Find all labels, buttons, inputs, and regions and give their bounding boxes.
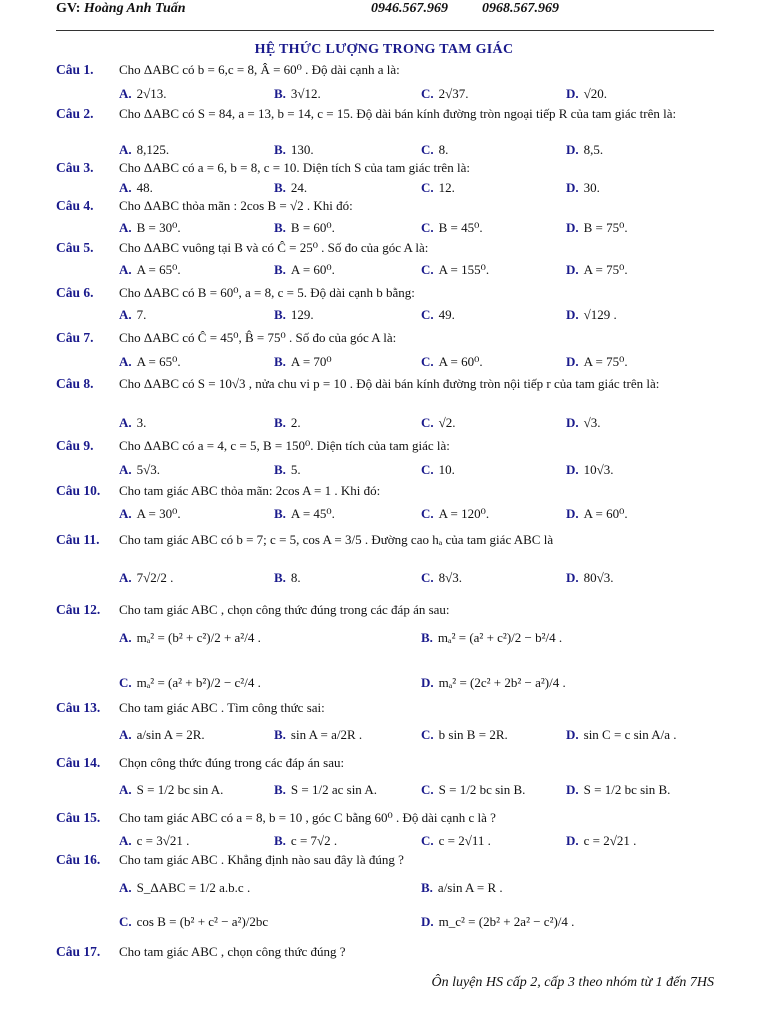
option-letter: B. — [274, 415, 286, 430]
option-text: √3. — [583, 415, 601, 430]
answer-option-c[interactable] — [421, 142, 448, 158]
option-letter: D. — [566, 462, 579, 477]
answer-option-b[interactable] — [274, 462, 301, 478]
option-text: c = 7√2 . — [290, 833, 338, 848]
option-text: mₐ² = (a² + c²)/2 − b²/4 . — [437, 630, 563, 645]
option-text: A = 155⁰. — [438, 262, 490, 277]
option-letter: A. — [119, 782, 132, 797]
option-letter: C. — [421, 142, 434, 157]
option-letter: B. — [274, 570, 286, 585]
question-text: Cho tam giác ABC . Tìm công thức sai: — [119, 700, 325, 715]
option-text: 2√13. — [136, 86, 167, 101]
option-text: B = 30⁰. — [136, 220, 181, 235]
option-letter: B. — [274, 86, 286, 101]
option-letter: B. — [274, 180, 286, 195]
option-text: 129. — [290, 307, 314, 322]
phone-number-2: 0968.567.969 — [482, 1, 559, 16]
answer-option-d[interactable] — [566, 415, 601, 431]
answer-option-c[interactable] — [421, 833, 491, 849]
option-letter: A. — [119, 262, 132, 277]
answer-option-d[interactable] — [421, 914, 574, 930]
answer-option-d[interactable] — [566, 86, 607, 102]
question-label: Câu 4. — [56, 198, 94, 213]
option-text: 7√2/2 . — [136, 570, 174, 585]
option-text: 10√3. — [583, 462, 614, 477]
option-letter: C. — [119, 675, 132, 690]
answer-option-c[interactable] — [421, 415, 456, 431]
option-text: cos B = (b² + c² − a²)/2bc — [136, 914, 269, 929]
option-text: S = 1/2 ac sin A. — [290, 782, 377, 797]
option-letter: C. — [421, 262, 434, 277]
option-letter: D. — [566, 180, 579, 195]
answer-option-c[interactable] — [421, 570, 462, 586]
option-letter: A. — [119, 880, 132, 895]
answer-option-b[interactable] — [274, 180, 307, 196]
option-letter: C. — [421, 307, 434, 322]
option-text: 8,125. — [136, 142, 170, 157]
question-text: Cho ΔABC vuông tại B và có Ĉ = 25⁰ . Số đo của góc A là: — [119, 240, 429, 255]
option-text: √20. — [583, 86, 608, 101]
answer-option-b[interactable] — [274, 354, 332, 370]
option-text: 3. — [136, 415, 147, 430]
option-letter: B. — [274, 462, 286, 477]
answer-option-c[interactable] — [421, 180, 455, 196]
answer-option-c[interactable] — [421, 727, 508, 743]
question-text: Cho tam giác ABC . Khẳng định nào sau đây là đúng ? — [119, 852, 404, 867]
option-text: S_ΔABC = 1/2 a.b.c . — [136, 880, 251, 895]
answer-option-c[interactable] — [421, 307, 455, 323]
question-text: Cho tam giác ABC có a = 8, b = 10 , góc C bằng 60⁰ . Độ dài cạnh c là ? — [119, 810, 496, 825]
option-letter: B. — [421, 630, 433, 645]
option-text: mₐ² = (2c² + 2b² − a²)/4 . — [438, 675, 566, 690]
option-text: c = 2√21 . — [583, 833, 637, 848]
option-letter: B. — [421, 880, 433, 895]
option-letter: C. — [421, 727, 434, 742]
answer-option-a[interactable] — [119, 220, 181, 236]
option-letter: C. — [421, 415, 434, 430]
option-text: √129 . — [583, 307, 617, 322]
answer-option-a[interactable] — [119, 86, 167, 102]
question-text: Cho ΔABC có a = 6, b = 8, c = 10. Diện tích S của tam giác trên là: — [119, 160, 470, 175]
option-text: A = 75⁰. — [583, 262, 628, 277]
answer-option-a[interactable] — [119, 462, 160, 478]
question-text: Cho ΔABC có S = 84, a = 13, b = 14, c = 15. Độ dài bán kính đường tròn ngoại tiếp R của tam giác trên là: — [119, 106, 677, 121]
question-text: Cho ΔABC có Ĉ = 45⁰, B̂ = 75⁰ . Số đo của góc A là: — [119, 330, 397, 345]
option-letter: A. — [119, 307, 132, 322]
option-letter: A. — [119, 727, 132, 742]
question-text: Cho ΔABC có B = 60⁰, a = 8, c = 5. Độ dài cạnh b bằng: — [119, 285, 415, 300]
option-letter: B. — [274, 782, 286, 797]
question-text: Cho ΔABC có b = 6,c = 8, Â = 60⁰ . Độ dài cạnh a là: — [119, 62, 400, 77]
option-letter: D. — [566, 142, 579, 157]
option-letter: A. — [119, 142, 132, 157]
answer-option-c[interactable] — [421, 354, 483, 370]
document-title: HỆ THỨC LƯỢNG TRONG TAM GIÁC — [254, 42, 514, 57]
option-text: 2√37. — [438, 86, 469, 101]
option-letter: B. — [274, 506, 286, 521]
option-letter: A. — [119, 630, 132, 645]
question-text: Cho tam giác ABC thỏa mãn: 2cos A = 1 . Khi đó: — [119, 483, 381, 498]
option-text: B = 45⁰. — [438, 220, 483, 235]
answer-option-d[interactable] — [566, 262, 628, 278]
answer-option-d[interactable] — [566, 506, 628, 522]
option-text: S = 1/2 bc sin B. — [438, 782, 526, 797]
option-text: 8√3. — [438, 570, 463, 585]
question-text: Cho tam giác ABC có b = 7; c = 5, cos A = 3/5 . Đường cao hₐ của tam giác ABC là — [119, 532, 554, 547]
answer-option-a[interactable] — [119, 880, 250, 896]
question-text: Cho ΔABC có S = 10√3 , nửa chu vi p = 10 . Độ dài bán kính đường tròn nội tiếp r của tam giác trên là: — [119, 376, 660, 391]
answer-option-a[interactable] — [119, 180, 153, 196]
option-letter: B. — [274, 142, 286, 157]
option-text: mₐ² = (b² + c²)/2 + a²/4 . — [136, 630, 261, 645]
option-letter: C. — [421, 782, 434, 797]
answer-option-b[interactable] — [274, 262, 335, 278]
answer-option-b[interactable] — [274, 782, 377, 798]
option-text: 5. — [290, 462, 301, 477]
option-text: 130. — [290, 142, 314, 157]
question-label: Câu 10. — [56, 483, 101, 498]
answer-option-c[interactable] — [119, 675, 261, 691]
option-text: A = 75⁰. — [583, 354, 628, 369]
teacher-name: Hoàng Anh Tuấn — [83, 1, 186, 16]
option-letter: A. — [119, 180, 132, 195]
answer-option-b[interactable] — [274, 727, 362, 743]
option-text: 12. — [438, 180, 455, 195]
answer-option-b[interactable] — [274, 570, 301, 586]
question-label: Câu 2. — [56, 106, 94, 121]
option-letter: D. — [566, 262, 579, 277]
option-letter: D. — [566, 727, 579, 742]
question-label: Câu 5. — [56, 240, 94, 255]
option-letter: D. — [566, 570, 579, 585]
option-text: A = 60⁰. — [290, 262, 335, 277]
answer-option-c[interactable] — [421, 462, 455, 478]
answer-option-c[interactable] — [421, 506, 489, 522]
answer-option-c[interactable] — [421, 782, 525, 798]
page-footer: Ôn luyện HS cấp 2, cấp 3 theo nhóm từ 1 đến 7HS — [431, 975, 714, 990]
option-letter: C. — [119, 914, 132, 929]
option-letter: C. — [421, 506, 434, 521]
answer-option-c[interactable] — [421, 262, 489, 278]
option-text: 80√3. — [583, 570, 614, 585]
answer-option-a[interactable] — [119, 782, 223, 798]
answer-option-a[interactable] — [119, 354, 181, 370]
option-letter: D. — [421, 675, 434, 690]
teacher-label: GV: — [56, 1, 84, 16]
option-text: A = 70⁰ — [290, 354, 332, 369]
option-letter: D. — [566, 782, 579, 797]
answer-option-d[interactable] — [566, 180, 600, 196]
option-letter: C. — [421, 180, 434, 195]
option-text: sin C = c sin A/a . — [583, 727, 677, 742]
option-letter: D. — [566, 307, 579, 322]
option-letter: D. — [566, 506, 579, 521]
option-text: B = 75⁰. — [583, 220, 628, 235]
option-text: 48. — [136, 180, 153, 195]
option-letter: A. — [119, 506, 132, 521]
option-letter: A. — [119, 570, 132, 585]
option-letter: C. — [421, 833, 434, 848]
option-text: S = 1/2 bc sin B. — [583, 782, 671, 797]
question-text: Cho ΔABC có a = 4, c = 5, B = 150⁰. Diện tích của tam giác là: — [119, 438, 450, 453]
option-text: mₐ² = (a² + b²)/2 − c²/4 . — [136, 675, 261, 690]
question-label: Câu 14. — [56, 755, 101, 770]
answer-option-d[interactable] — [566, 462, 614, 478]
answer-option-b[interactable] — [274, 86, 321, 102]
question-label: Câu 13. — [56, 700, 101, 715]
answer-option-a[interactable] — [119, 570, 173, 586]
option-text: √2. — [438, 415, 456, 430]
option-letter: D. — [421, 914, 434, 929]
question-label: Câu 6. — [56, 285, 94, 300]
option-letter: A. — [119, 462, 132, 477]
phone-number-1: 0946.567.969 — [371, 1, 448, 16]
option-text: a/sin A = 2R. — [136, 727, 205, 742]
answer-option-a[interactable] — [119, 630, 261, 646]
option-text: sin A = a/2R . — [290, 727, 363, 742]
option-text: 8. — [438, 142, 449, 157]
option-text: B = 60⁰. — [290, 220, 335, 235]
option-letter: B. — [274, 307, 286, 322]
option-letter: B. — [274, 262, 286, 277]
option-letter: C. — [421, 220, 434, 235]
option-letter: B. — [274, 727, 286, 742]
answer-option-a[interactable] — [119, 415, 146, 431]
option-text: 7. — [136, 307, 147, 322]
option-text: A = 120⁰. — [438, 506, 490, 521]
option-text: 24. — [290, 180, 308, 195]
option-text: c = 3√21 . — [136, 833, 190, 848]
option-letter: D. — [566, 833, 579, 848]
answer-option-d[interactable] — [421, 675, 566, 691]
option-letter: C. — [421, 86, 434, 101]
question-text: Cho tam giác ABC , chọn công thức đúng trong các đáp án sau: — [119, 602, 450, 617]
option-text: 2. — [290, 415, 301, 430]
option-letter: C. — [421, 354, 434, 369]
answer-option-d[interactable] — [566, 782, 670, 798]
option-text: A = 45⁰. — [290, 506, 335, 521]
option-letter: A. — [119, 86, 132, 101]
option-text: b sin B = 2R. — [438, 727, 508, 742]
answer-option-b[interactable] — [274, 415, 301, 431]
option-letter: C. — [421, 462, 434, 477]
question-text: Chọn công thức đúng trong các đáp án sau: — [119, 755, 345, 770]
option-text: 30. — [583, 180, 600, 195]
option-letter: D. — [566, 220, 579, 235]
answer-option-b[interactable] — [274, 220, 335, 236]
answer-option-a[interactable] — [119, 727, 205, 743]
question-label: Câu 12. — [56, 602, 101, 617]
option-letter: B. — [274, 833, 286, 848]
question-label: Câu 9. — [56, 438, 94, 453]
answer-option-b[interactable] — [274, 833, 337, 849]
question-label: Câu 3. — [56, 160, 94, 175]
answer-option-a[interactable] — [119, 262, 181, 278]
answer-option-c[interactable] — [421, 220, 483, 236]
option-letter: A. — [119, 833, 132, 848]
option-text: 10. — [438, 462, 455, 477]
question-label: Câu 11. — [56, 532, 100, 547]
answer-option-d[interactable] — [566, 220, 628, 236]
option-text: A = 60⁰. — [583, 506, 628, 521]
option-text: S = 1/2 bc sin A. — [136, 782, 224, 797]
option-letter: C. — [421, 570, 434, 585]
answer-option-a[interactable] — [119, 506, 181, 522]
answer-option-c[interactable] — [421, 86, 469, 102]
option-text: A = 60⁰. — [438, 354, 483, 369]
option-letter: D. — [566, 86, 579, 101]
answer-option-a[interactable] — [119, 307, 146, 323]
answer-option-b[interactable] — [274, 506, 335, 522]
option-text: 8. — [290, 570, 301, 585]
question-label: Câu 7. — [56, 330, 94, 345]
answer-option-b[interactable] — [421, 630, 562, 646]
answer-option-a[interactable] — [119, 142, 169, 158]
answer-option-d[interactable] — [566, 307, 617, 323]
option-text: a/sin A = R . — [437, 880, 503, 895]
answer-option-a[interactable] — [119, 833, 189, 849]
question-label: Câu 1. — [56, 62, 94, 77]
option-text: m_c² = (2b² + 2a² − c²)/4 . — [438, 914, 575, 929]
option-text: 49. — [438, 307, 455, 322]
question-label: Câu 15. — [56, 810, 101, 825]
option-text: A = 65⁰. — [136, 262, 181, 277]
option-text: A = 65⁰. — [136, 354, 181, 369]
option-text: 8,5. — [583, 142, 604, 157]
question-label: Câu 8. — [56, 376, 94, 391]
question-text: Cho tam giác ABC , chọn công thức đúng ? — [119, 944, 346, 959]
answer-option-c[interactable] — [119, 914, 268, 930]
option-text: 5√3. — [136, 462, 161, 477]
answer-option-d[interactable] — [566, 354, 628, 370]
option-letter: D. — [566, 415, 579, 430]
answer-option-b[interactable] — [421, 880, 503, 896]
question-label: Câu 16. — [56, 852, 101, 867]
option-text: c = 2√11 . — [438, 833, 491, 848]
answer-option-b[interactable] — [274, 142, 314, 158]
option-letter: D. — [566, 354, 579, 369]
answer-option-b[interactable] — [274, 307, 314, 323]
answer-option-d[interactable] — [566, 833, 636, 849]
option-text: 3√12. — [290, 86, 321, 101]
option-letter: B. — [274, 220, 286, 235]
question-text: Cho ΔABC thỏa mãn : 2cos B = √2 . Khi đó: — [119, 198, 353, 213]
option-letter: A. — [119, 354, 132, 369]
answer-option-d[interactable] — [566, 570, 614, 586]
question-label: Câu 17. — [56, 944, 101, 959]
option-text: A = 30⁰. — [136, 506, 181, 521]
option-letter: B. — [274, 354, 286, 369]
answer-option-d[interactable] — [566, 142, 603, 158]
answer-option-d[interactable] — [566, 727, 677, 743]
option-letter: A. — [119, 415, 132, 430]
option-letter: A. — [119, 220, 132, 235]
